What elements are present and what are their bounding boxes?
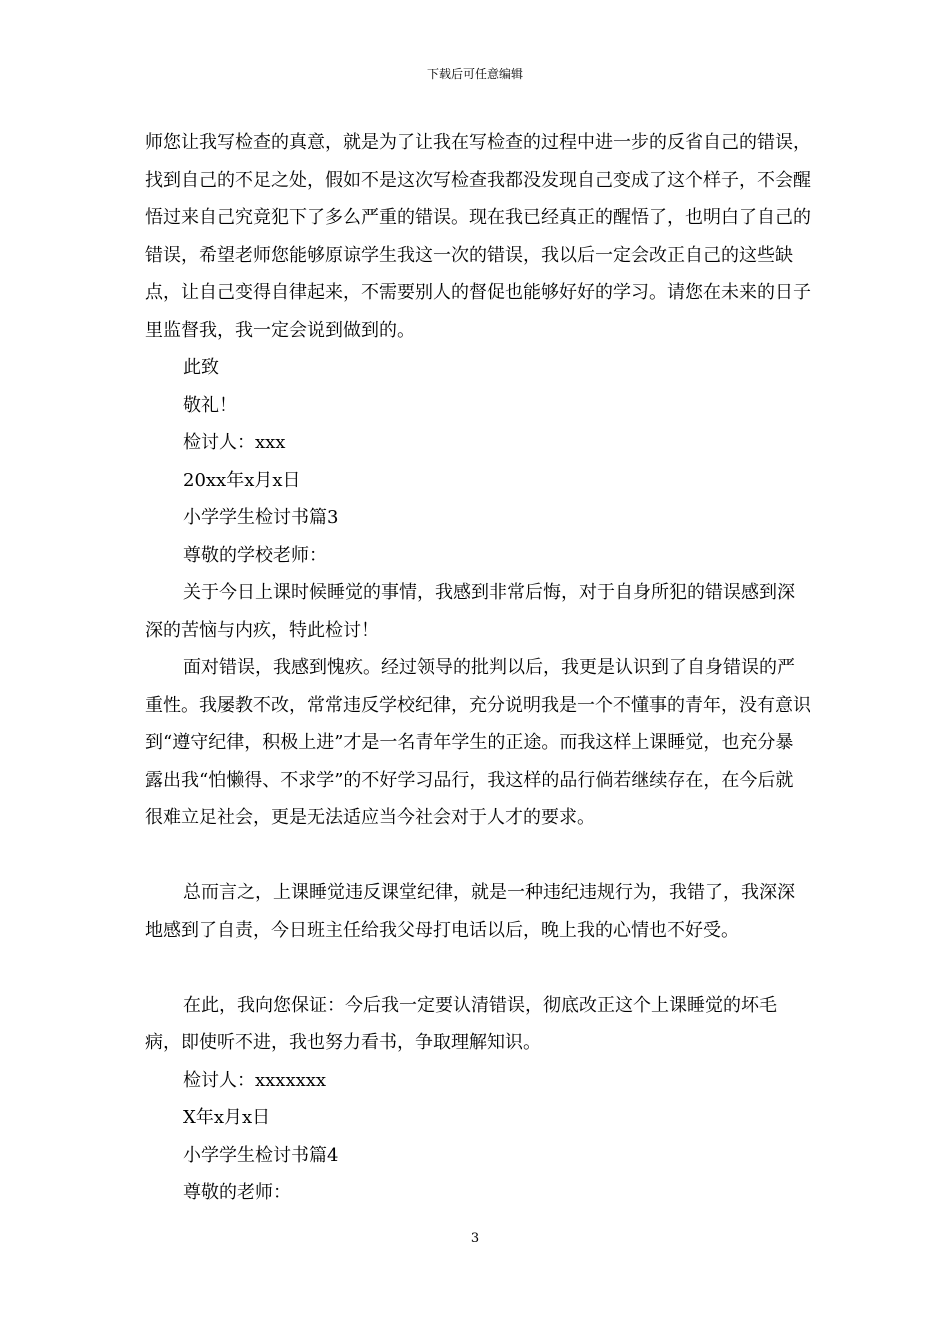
closing-line-1: 此致 (183, 357, 219, 378)
paragraph-continued: 师您让我写检查的真意，就是为了让我在写检查的过程中进一步的反省自己的错误，找到自己的不足之处，假如不是这次写检查我都没发现自己变成了这个样子，不会醒悟过来自己究竟犯下了多么严重的错误。现在我已经真正的醒悟了，也明白了自己的错误，希望老师您能够原谅学生我这一次的错误，我以后一定会改正自己的这些缺点，让自己变得自律起来，不需要别人的督促也能够好好的学习。请您在未来的日子里监督我，我一定会说到做到的。 (145, 132, 811, 341)
section-title-4: 小学学生检讨书篇4 (183, 1144, 339, 1166)
document-body (145, 124, 811, 1212)
page-header: 下载后可任意编辑 (426, 67, 523, 81)
salutation-4: 尊敬的老师： (183, 1182, 291, 1203)
date-line-2: X年x月x日 (183, 1107, 271, 1128)
salutation-3: 尊敬的学校老师： (183, 544, 327, 566)
paragraph-summary: 总而言之，上课睡觉违反课堂纪律，就是一种违纪违规行为，我错了，我深深地感到了自责，今日班主任给我父母打电话以后，晚上我的心情也不好受。 (145, 882, 795, 941)
page-number: 3 (470, 1231, 480, 1246)
date-line-1: 20xx年x月x日 (183, 469, 301, 491)
signer-line-1: 检讨人：xxx (183, 432, 286, 453)
blank-line (145, 949, 811, 987)
closing-line-2: 敬礼！ (183, 394, 237, 416)
paragraph-promise: 在此，我向您保证：今后我一定要认清错误，彻底改正这个上课睡觉的坏毛病，即使听不进，我也努力看书，争取理解知识。 (145, 994, 777, 1053)
section-title-3: 小学学生检讨书篇3 (183, 507, 339, 528)
paragraph-reflection: 面对错误，我感到愧疚。经过领导的批判以后，我更是认识到了自身错误的严重性。我屡教不改，常常违反学校纪律，充分说明我是一个不懂事的青年，没有意识到“遵守纪律，积极上进”才是一名青年学生的正途。而我这样上课睡觉，也充分暴露出我“怕懒得、不求学”的不好学习品行，我这样的品行倘若继续存在，在今后就很难立足社会，更是无法适应当今社会对于人才的要求。 (145, 657, 811, 828)
paragraph-apology: 关于今日上课时候睡觉的事情，我感到非常后悔，对于自身所犯的错误感到深深的苦恼与内疚，特此检讨！ (145, 582, 795, 641)
blank-line (145, 837, 811, 875)
signer-line-2: 检讨人：xxxxxxx (183, 1069, 327, 1091)
